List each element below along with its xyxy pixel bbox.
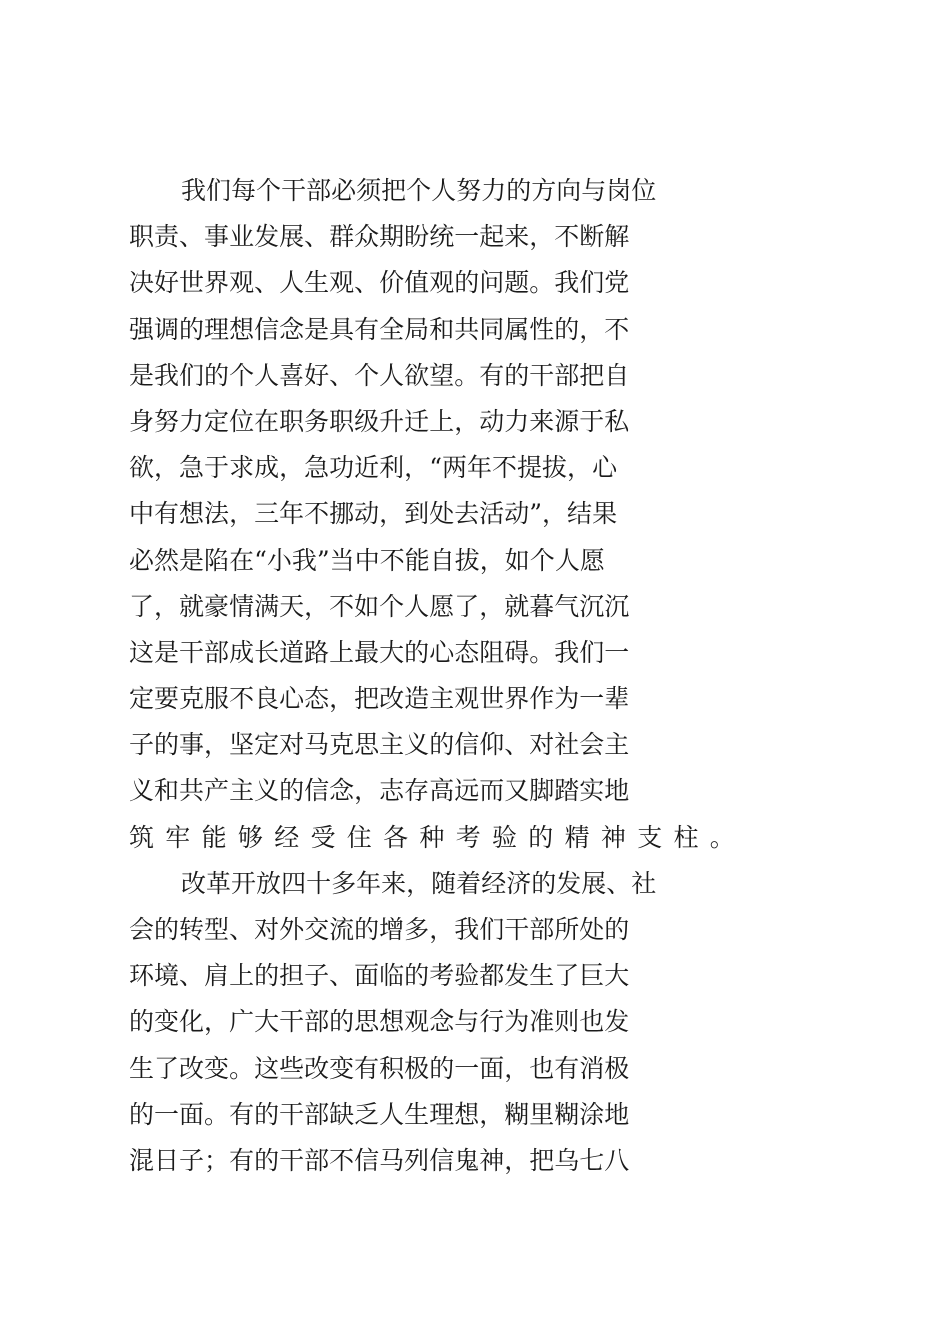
text-line: 这是干部成长道路上最大的心态阻碍。我们一	[129, 637, 630, 667]
paragraph-1	[129, 168, 825, 861]
text-line: 身努力定位在职务职级升迁上，动力来源于私	[129, 406, 630, 436]
text-line: 环境、肩上的担子、面临的考验都发生了巨大	[129, 961, 630, 991]
text-line: 职责、事业发展、群众期盼统一起来，不断解	[129, 222, 630, 252]
text-line: 决好世界观、人生观、价值观的问题。我们党	[129, 268, 630, 298]
text-line: 会的转型、对外交流的增多，我们干部所处的	[129, 915, 630, 944]
text-line: 是我们的个人喜好、个人欲望。有的干部把自	[129, 360, 630, 390]
text-line: 中有想法，三年不挪动，到处去活动”，结果	[129, 499, 618, 529]
text-line: 的变化，广大干部的思想观念与行为准则也发	[129, 1007, 630, 1037]
text-line: 欲，急于求成，急功近利，“两年不提拔，心	[129, 453, 618, 483]
text-line: 的一面。有的干部缺乏人生理想，糊里糊涂地	[129, 1099, 630, 1129]
text-line: 了，就豪情满天，不如个人愿了，就暮气沉沉	[129, 591, 630, 621]
text-line: 定要克服不良心态，把改造主观世界作为一辈	[129, 684, 630, 714]
text-line: 子的事，坚定对马克思主义的信仰、对社会主	[129, 730, 630, 760]
text-line: 义和共产主义的信念，志存高远而又脚踏实地	[129, 776, 630, 806]
text-line: 混日子；有的干部不信马列信鬼神，把乌七八	[129, 1145, 630, 1175]
text-line: 生了改变。这些改变有积极的一面，也有消极	[129, 1053, 630, 1083]
text-line: 筑牢能够经受住各种考验的精神支柱。	[129, 822, 747, 852]
text-line: 强调的理想信念是具有全局和共同属性的，不	[129, 314, 630, 344]
text-line: 改革开放四十多年来，随着经济的发展、社	[181, 868, 657, 898]
body-text	[129, 168, 825, 1184]
paragraph-2	[129, 861, 825, 1184]
text-line: 我们每个干部必须把个人努力的方向与岗位	[181, 176, 657, 205]
text-line: 必然是陷在“小我”当中不能自拔，如个人愿	[129, 545, 605, 575]
